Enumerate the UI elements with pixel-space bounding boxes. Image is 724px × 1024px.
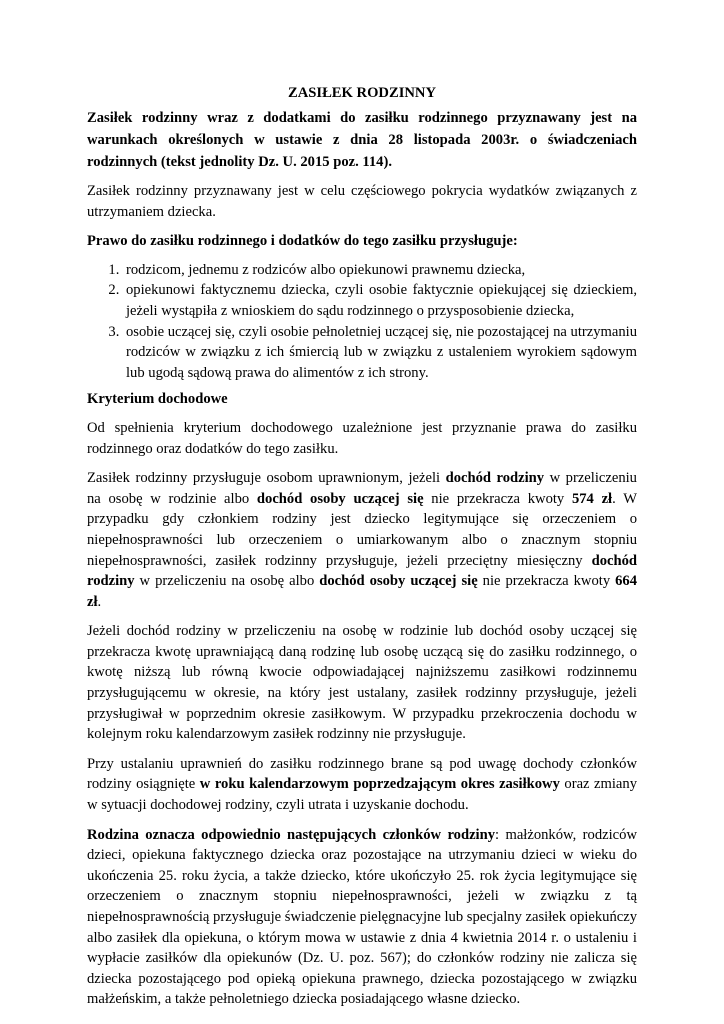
list-item: 3. osobie uczącej się, czyli osobie pełnoletniej uczącej się, nie pozostającej na utrzymaniu rodziców w związku z ich śmiercią lub w związku z ustaleniem wyrokiem sądowym lub ugodą sądową prawa do alimentów z ich strony. [123,322,637,384]
text-run: : małżonków, rodziców dzieci, opiekuna faktycznego dziecka oraz pozostające na utrzymaniu dzieci w wieku do ukończenia 25. roku życia, a także dziecko, które ukończyło 25. rok życia legitymujące się orzeczeniem o znacznym stopniu niepełnosprawności, jeżeli w związku z tą niepełnosprawnością przysługuje świadczenie pielęgnacyjne lub specjalny zasiłek opiekuńczy albo zasiłek dla opiekuna, o którym mowa w ustawie z dnia 4 kwietnia 2014 r. o ustaleniu i wypłacie zasiłków dla opiekunów (Dz. U. poz. 567); do członków rodziny nie zalicza się dziecka pozostającego pod opieką opiekuna prawnego, dziecka pozostającego w związku małżeńskim, a także pełnoletniego dziecka posiadającego własne dziecko. [87,826,637,1008]
eligibility-list [87,260,637,384]
income-threshold-amount: 574 zł [571,490,613,507]
text-run: nie przekracza kwoty [477,573,616,590]
lead-paragraph: Zasiłek rodzinny wraz z dodatkami do zasiłku rodzinnego przyznawany jest na warunkach określonych w ustawie z dnia 28 listopada 2003r. o świadczeniach rodzinnych (tekst jednolity Dz. U. 2015 poz. 114). [87,110,637,170]
disability-threshold-amount: 664 zł [87,573,637,610]
text-run: w przeliczeniu na osobę albo [134,573,320,590]
text-run: Zasiłek rodzinny przysługuje osobom uprawnionym, jeżeli [87,470,446,487]
text-run: . W przypadku gdy członkiem rodziny jest dziecko legitymujące się orzeczeniem o niepełnosprawności lub orzeczeniem o umiarkowanym albo o znacznym stopniu niepełnosprawności, zasiłek rodzinny przysługuje, jeżeli przeciętny miesięczny [87,490,637,569]
purpose-paragraph: Zasiłek rodzinny przyznawany jest w celu częściowego pokrycia wydatków związanych z utrzymaniem dziecka. [87,183,637,220]
text-run: nie przekracza kwoty [423,490,572,507]
income-criterion-heading: Kryterium dochodowe [87,391,228,408]
text-run: . [97,593,102,610]
document-title: ZASIŁEK RODZINNY [288,85,436,101]
excess-rule-paragraph: Jeżeli dochód rodziny w przeliczeniu na osobę w rodzinie lub dochód osoby uczącej się przekracza kwotę uprawniającą daną rodzinę lub osobę uczącą się do zasiłku rodzinnego, o kwotę niższą lub równą kwocie odpowiadającej najniższemu zasiłkowi rodzinnemu przysługującemu w okresie, na który jest ustalany, zasiłek rodzinny przysługuje, jeżeli przysługiwał w poprzednim okresie zasiłkowym. W przypadku przekroczenia dochodu w kolejnym roku kalendarzowym zasiłek rodzinny nie przysługuje. [87,623,637,743]
text-run: Przy ustalaniu uprawnień do zasiłku rodzinnego brane są pod uwagę dochody członków rodziny osiągnięte [87,755,637,793]
list-item: 2. opiekunowi faktycznemu dziecka, czyli osobie faktycznie opiekującej się dzieckiem, jeżeli wystąpiła z wnioskiem do sądu rodzinnego o przysposobienie dziecka, [123,280,637,321]
list-item: 1. rodzicom, jednemu z rodziców albo opiekunowi prawnemu dziecka, [123,260,637,281]
text-run: oraz zmiany w sytuacji dochodowej rodziny, czyli utrata i uzyskanie dochodu. [87,776,638,814]
student-income-term: dochód osoby uczącej się [256,490,424,507]
reference-year-term: w roku kalendarzowym poprzedzającym okres zasiłkowy [199,776,560,793]
eligibility-heading: Prawo do zasiłku rodzinnego i dodatków do tego zasiłku przysługuje: [87,233,518,250]
student-income-term: dochód osoby uczącej się [319,573,478,590]
family-income-term: dochód rodziny [445,470,545,487]
text-run: w przeliczeniu na osobę w rodzinie albo [87,470,637,507]
income-rule-paragraph [87,468,637,612]
family-definition-term: Rodzina oznacza odpowiednio następujących członków rodziny [87,826,496,843]
family-income-term: dochód rodziny [87,552,637,590]
income-intro-paragraph: Od spełnienia kryterium dochodowego uzależnione jest przyznanie prawa do zasiłku rodzinnego oraz dodatków do tego zasiłku. [87,419,637,457]
family-definition-paragraph [87,825,637,1010]
income-year-paragraph [87,754,637,816]
